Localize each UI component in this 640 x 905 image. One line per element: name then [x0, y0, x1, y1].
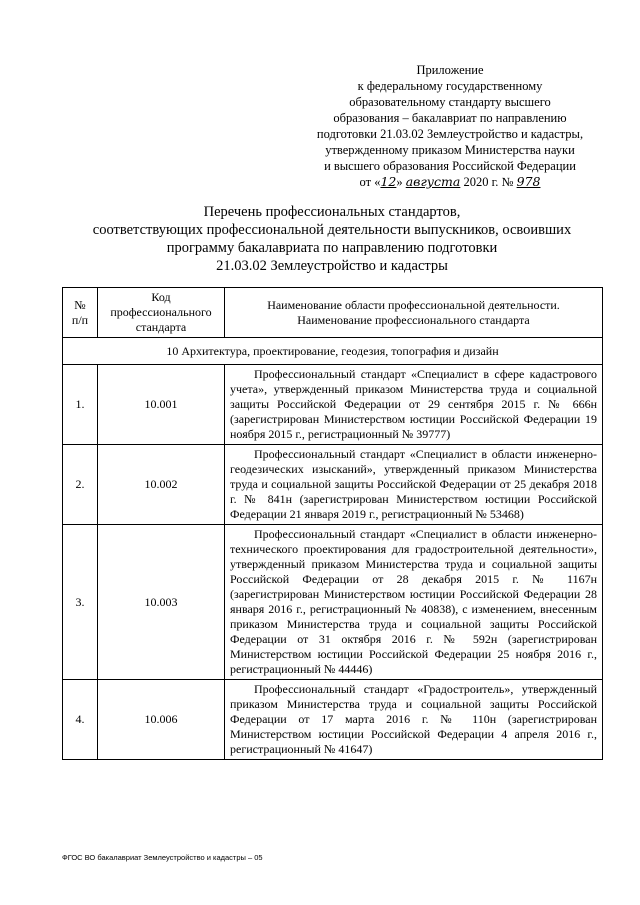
table-row: [63, 680, 603, 760]
row-num: 1.: [63, 365, 98, 445]
row-code: 10.003: [98, 525, 225, 680]
row-num: 2.: [63, 445, 98, 525]
table-row: [63, 525, 603, 680]
row-name: [225, 680, 603, 760]
appendix-line: образовательному стандарту высшего: [349, 95, 551, 109]
list-title: [40, 203, 624, 275]
title-line: соответствующих профессиональной деятельности выпускников, освоивших: [92, 222, 572, 238]
appendix-line: и высшего образования Российской Федерации: [324, 159, 576, 173]
row-name: [225, 365, 603, 445]
row-code: 10.002: [98, 445, 225, 525]
row-name: [225, 445, 603, 525]
appendix-line: к федеральному государственному: [357, 79, 543, 93]
table-row: [63, 445, 603, 525]
row-name-text: Профессиональный стандарт «Специалист в области инженерно-геодезических изысканий», утвержденный приказом Министерства труда и социальной защиты Российской Федерации от 25 декабря 2018 г. № 841н (зарегистрирован Министерством юстиции Российской Федерации 21 января 2019 г., регистрационный № 53468): [230, 447, 597, 521]
header-num: № п/п: [63, 288, 98, 338]
title-line: Перечень профессиональных стандартов,: [203, 204, 461, 220]
row-num: 3.: [63, 525, 98, 680]
order-year: 2020 г. №: [463, 175, 514, 189]
row-code: 10.006: [98, 680, 225, 760]
row-name-text: Профессиональный стандарт «Градостроитель», утвержденный приказом Министерства труда и социальной защиты Российской Федерации от 17 марта 2016 г. № 110н (зарегистрирован Министерством юстиции Российской Федерации 4 апреля 2016 г., регистрационный № 41647): [230, 682, 597, 756]
appendix-line: Приложение: [416, 63, 484, 77]
table-row: [63, 365, 603, 445]
order-number-handwritten: 978: [516, 174, 541, 189]
order-month-handwritten: августа: [405, 174, 461, 189]
order-prefix: от «: [359, 175, 381, 189]
header-name: [225, 288, 603, 338]
title-line: программу бакалавриата по направлению подготовки: [166, 240, 498, 256]
appendix-block: [300, 62, 600, 190]
order-date-line: [300, 174, 600, 190]
row-name-text: Профессиональный стандарт «Специалист в сфере кадастрового учета», утвержденный приказом Министерства труда и социальной защиты Российской Федерации от 29 сентября 2015 г. № 666н (зарегистрирован Министерством юстиции Российской Федерации 19 ноября 2015 г., регистрационный № 39777): [230, 367, 597, 441]
standards-table: [62, 287, 603, 760]
title-line: 21.03.02 Землеустройство и кадастры: [216, 258, 448, 274]
order-day-handwritten: 12: [380, 174, 397, 189]
appendix-line: подготовки 21.03.02 Землеустройство и кадастры,: [316, 127, 584, 141]
row-num: 4.: [63, 680, 98, 760]
section-title: 10 Архитектура, проектирование, геодезия, топография и дизайн: [63, 338, 603, 365]
page-footer: ФГОС ВО бакалавриат Землеустройство и кадастры – 05: [62, 853, 263, 862]
row-name-text: Профессиональный стандарт «Специалист в области инженерно-технического проектирования для градостроительной деятельности», утвержденный приказом Министерства труда и социальной защиты Российской Федерации от 28 декабря 2015 г. № 1167н (зарегистрирован Министерством юстиции Российской Федерации 28 января 2016 г., регистрационный № 40838), с изменением, внесенным приказом Министерства труда и социальной защиты Российской Федерации от 31 октября 2016 г. № 592н (зарегистрирован Министерством юстиции Российской Федерации 25 ноября 2016 г., регистрационный № 44446): [230, 527, 597, 676]
header-name-line: Наименование области профессиональной деятельности.: [267, 297, 560, 312]
header-name-line: Наименование профессионального стандарта: [297, 312, 530, 327]
appendix-line: образования – бакалавриат по направлению: [333, 111, 567, 125]
header-code: Код профессионального стандарта: [98, 288, 225, 338]
row-code: 10.001: [98, 365, 225, 445]
section-row: [63, 338, 603, 365]
order-mid: »: [396, 175, 403, 189]
appendix-line: утвержденному приказом Министерства науки: [325, 143, 575, 157]
row-name: [225, 525, 603, 680]
table-header-row: [63, 288, 603, 338]
